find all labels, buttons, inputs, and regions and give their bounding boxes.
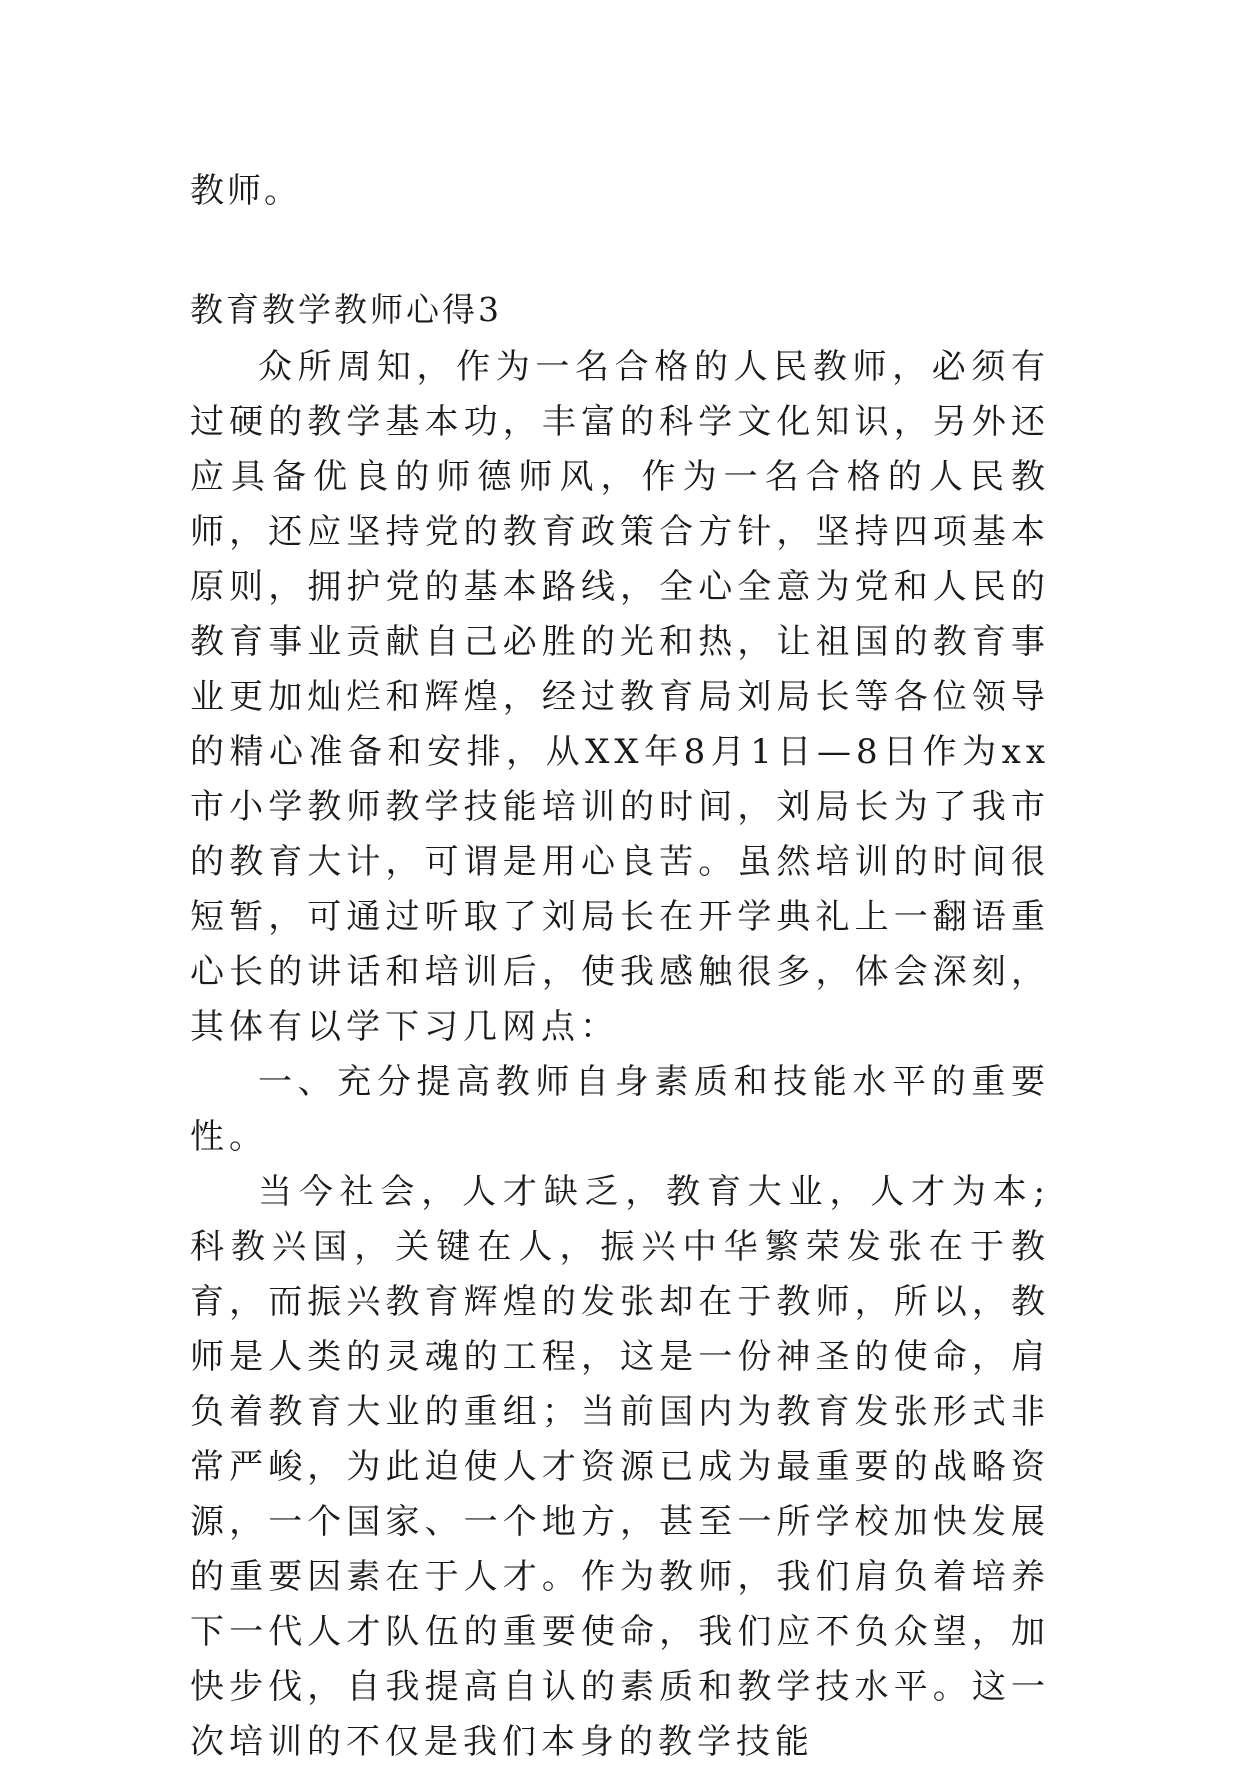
body-text: [190, 340, 1050, 1770]
paragraph: 一、充分提高教师自身素质和技能水平的重要性。: [190, 1062, 1050, 1157]
paragraph: 当今社会，人才缺乏，教育大业，人才为本;科教兴国，关键在人，振兴中华繁荣发张在于教育，而振兴教育辉煌的发张却在于教师，所以，教师是人类的灵魂的工程，这是一份神圣的使命，肩负着教育大业的重组；当前国内为教育发张形式非常严峻，为此迫使人才资源已成为最重要的战略资源，一个国家、一个地方，甚至一所学校加快发展的重要因素在于人才。作为教师，我们肩负着培养下一代人才队伍的重要使命，我们应不负众望，加快步伐，自我提高自认的素质和教学技水平。这一次培训的不仅是我们本身的教学技能: [190, 1172, 1050, 1762]
paragraph: 众所周知，作为一名合格的人民教师，必须有过硬的教学基本功，丰富的科学文化知识，另外还应具备优良的师德师风，作为一名合格的人民教师，还应坚持党的教育政策合方针，坚持四项基本原则，拥护党的基本路线，全心全意为党和人民的教育事业贡献自己必胜的光和热，让祖国的教育事业更加灿烂和辉煌，经过教育局刘局长等各位领导的精心准备和安排，从XX年8月1日—8日作为xx市小学教师教学技能培训的时间，刘局长为了我市的教育大计，可谓是用心良苦。虽然培训的时间很短暂，可通过听取了刘局长在开学典礼上一翻语重心长的讲话和培训后，使我感触很多，体会深刻，其体有以学下习几网点：: [190, 347, 1050, 1047]
leading-text: 教师。: [190, 171, 301, 211]
section-title: 教育教学教师心得3: [190, 290, 502, 329]
